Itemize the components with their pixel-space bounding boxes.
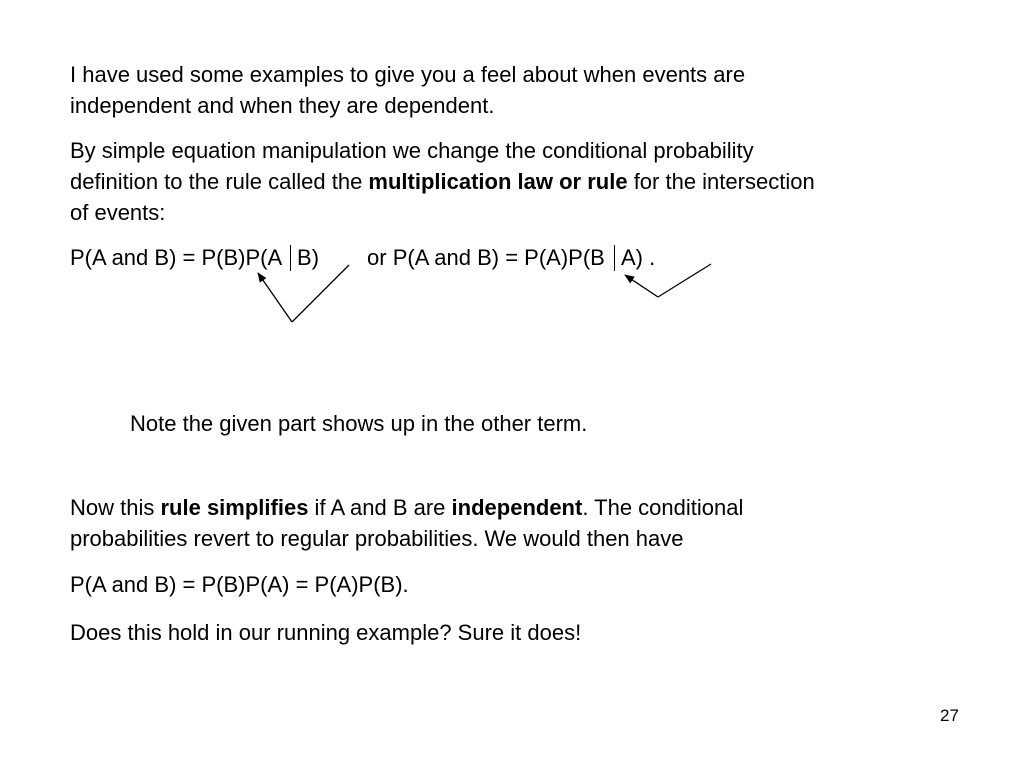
intro-line-2: independent and when they are dependent. xyxy=(70,93,495,118)
arrow-2-right xyxy=(658,264,711,297)
indep-line-1-pre: Now this xyxy=(70,495,161,520)
running-example-question: Does this hold in our running example? Sure it does! xyxy=(70,620,582,645)
rule-simplifies-term: rule simplifies xyxy=(160,495,309,520)
arrow-1-left xyxy=(258,273,292,322)
independence-paragraph xyxy=(70,492,743,554)
arrow-1-right xyxy=(292,265,349,322)
mult-line-2-pre: definition to the rule called the xyxy=(70,169,369,194)
independent-term: independent xyxy=(451,495,583,520)
indep-line-1-post: . The conditional xyxy=(582,495,744,520)
equation-1-post: B) xyxy=(297,245,320,270)
indep-line-1-mid: if A and B are xyxy=(308,495,452,520)
multiplication-law-term: multiplication law or rule xyxy=(368,169,628,194)
independent-equation: P(A and B) = P(B)P(A) = P(A)P(B). xyxy=(70,572,409,597)
note-text: Note the given part shows up in the other term. xyxy=(130,411,588,436)
mult-line-2-post: for the intersection xyxy=(627,169,815,194)
intro-line-1: I have used some examples to give you a feel about when events are xyxy=(70,62,746,87)
equation-1-pre: P(A and B) = P(B)P(A xyxy=(70,245,288,270)
mult-line-1: By simple equation manipulation we change the conditional probability xyxy=(70,138,754,163)
equation-2-post: A) . xyxy=(620,245,656,270)
mult-line-3: of events: xyxy=(70,200,166,225)
equation-2-pre: or P(A and B) = P(A)P(B xyxy=(367,245,611,270)
indep-line-2: probabilities revert to regular probabilities. We would then have xyxy=(70,526,684,551)
page-number: 27 xyxy=(940,706,959,725)
arrow-2-left xyxy=(625,275,658,297)
